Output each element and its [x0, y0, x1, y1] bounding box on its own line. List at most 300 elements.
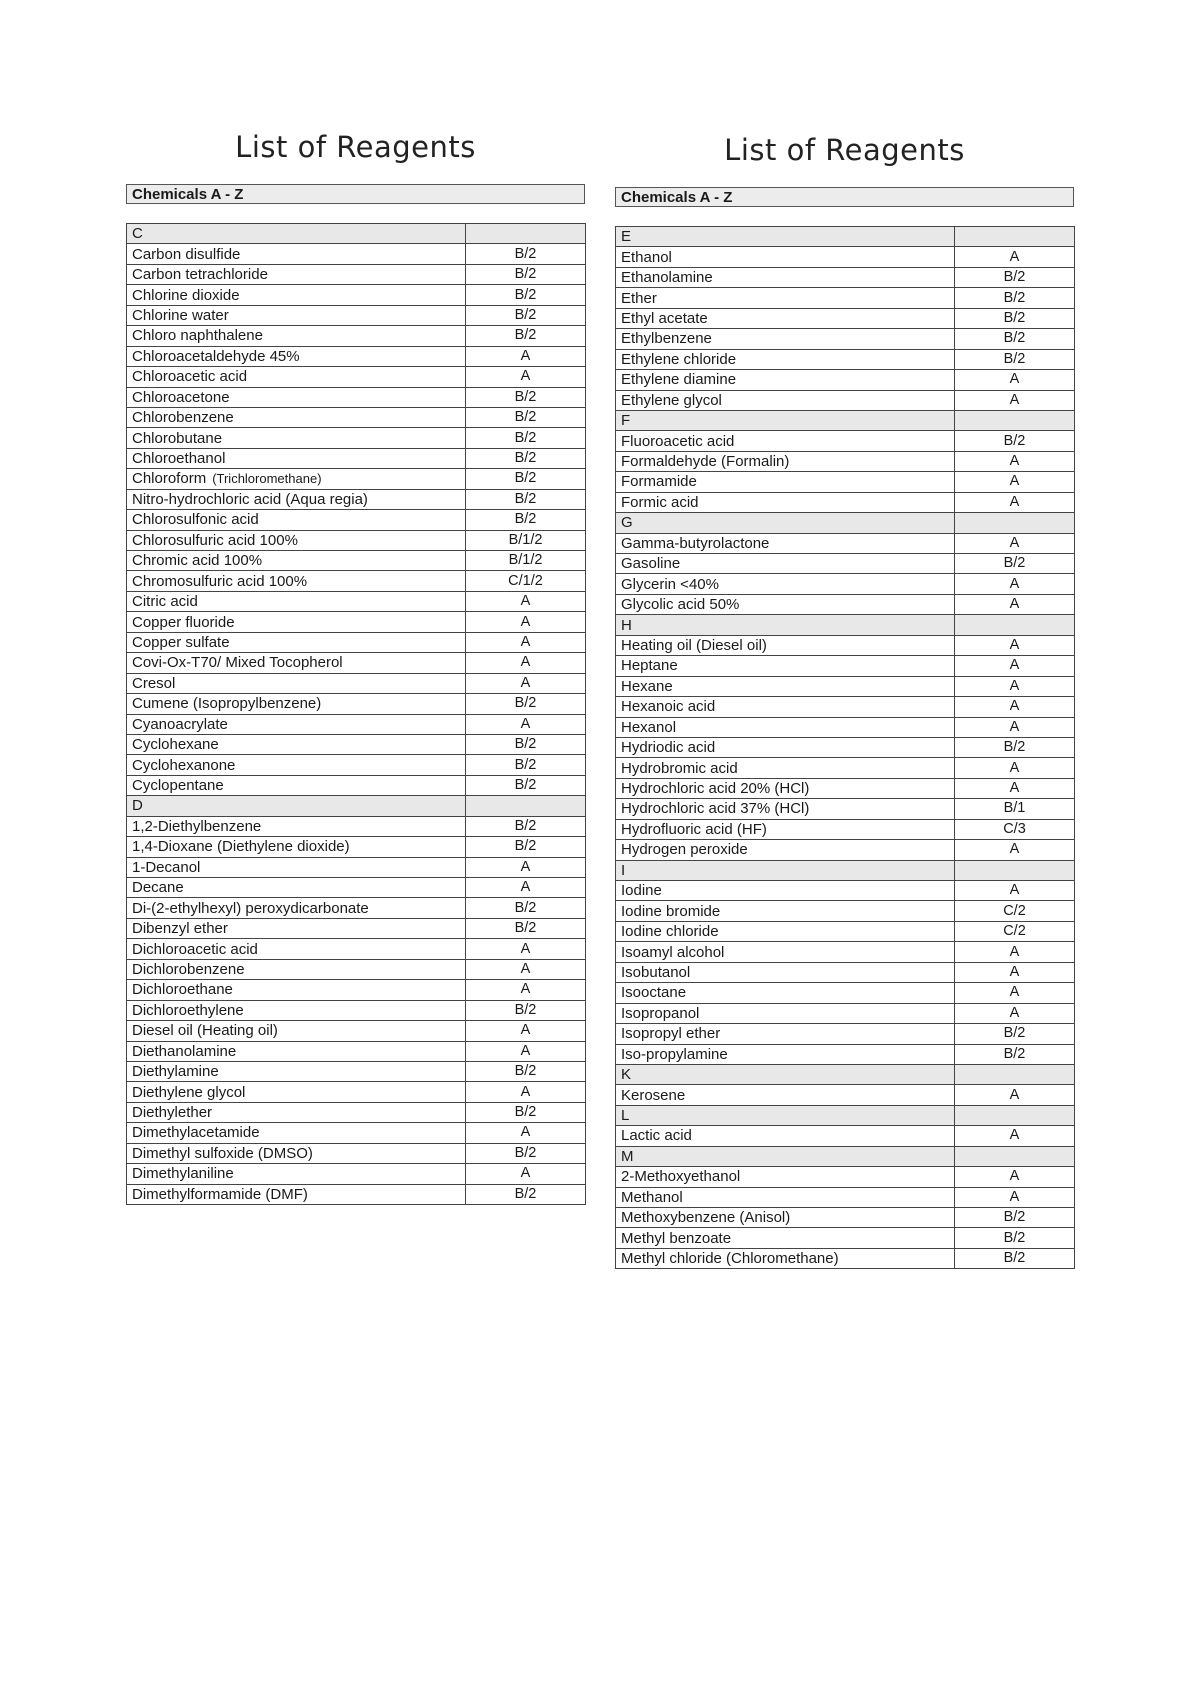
chemical-name-text: C	[132, 225, 143, 243]
chemical-name	[616, 472, 955, 492]
chemical-name-text: Ethylbenzene	[621, 330, 712, 348]
chemical-name-text: Cyclopentane	[132, 777, 224, 795]
chemical-name	[127, 1164, 466, 1184]
chemical-name	[616, 390, 955, 410]
section-header: Chemicals A - Z	[126, 184, 585, 204]
table-row	[127, 1184, 586, 1204]
chemical-name-text: L	[621, 1107, 630, 1125]
chemical-name-text: Dichloroethane	[132, 981, 233, 999]
page-title: List of Reagents	[235, 130, 476, 164]
table-row	[127, 551, 586, 571]
table-row	[616, 1248, 1075, 1268]
resistance-rating: A	[955, 1003, 1075, 1023]
table-row	[616, 778, 1075, 798]
table-row	[127, 714, 586, 734]
resistance-rating: B/2	[466, 285, 586, 305]
table-row	[616, 921, 1075, 941]
chemical-name-text: Diesel oil (Heating oil)	[132, 1022, 278, 1040]
resistance-rating: A	[955, 635, 1075, 655]
table-row	[127, 755, 586, 775]
chemical-name-text: Glycolic acid 50%	[621, 596, 740, 614]
chemical-name-text: Hexanol	[621, 718, 677, 736]
resistance-rating: A	[466, 591, 586, 611]
resistance-rating: B/2	[466, 775, 586, 795]
chemical-name-text: Iodine bromide	[621, 902, 721, 920]
letter-divider-row	[616, 1064, 1075, 1084]
chemical-name	[616, 901, 955, 921]
chemical-name-text: M	[621, 1147, 634, 1165]
chemical-name-text: Cyclohexane	[132, 736, 219, 754]
chemical-name	[616, 697, 955, 717]
chemical-name-text: Citric acid	[132, 593, 198, 611]
chemical-name	[616, 492, 955, 512]
reagent-list-left-column	[126, 128, 585, 1205]
resistance-rating: B/2	[955, 554, 1075, 574]
resistance-rating: A	[955, 881, 1075, 901]
chemical-name	[616, 942, 955, 962]
chemical-name-text: Chlorobenzene	[132, 409, 234, 427]
chemical-name-text: Ethanol	[621, 248, 672, 266]
chemical-name-text: Chloroacetone	[132, 388, 230, 406]
resistance-rating	[955, 615, 1075, 635]
resistance-rating: A	[466, 653, 586, 673]
table-row	[127, 816, 586, 836]
chemical-name-text: Diethylamine	[132, 1063, 219, 1081]
table-row	[127, 285, 586, 305]
chemical-name-text: Isopropyl ether	[621, 1025, 721, 1043]
table-row	[616, 635, 1075, 655]
table-row	[616, 676, 1075, 696]
chemical-name-text: Dichloroethylene	[132, 1001, 244, 1019]
table-row	[616, 942, 1075, 962]
chemical-name	[127, 755, 466, 775]
resistance-rating: B/1	[955, 799, 1075, 819]
chemical-name-text: Chloroethanol	[132, 450, 226, 468]
chemical-name-text: Heptane	[621, 657, 678, 675]
table-row	[127, 918, 586, 938]
resistance-rating: A	[466, 1041, 586, 1061]
chemical-name	[616, 656, 955, 676]
resistance-rating: B/2	[466, 918, 586, 938]
resistance-rating	[955, 860, 1075, 880]
chemical-name-text: Chloro naphthalene	[132, 327, 263, 345]
resistance-rating: C/2	[955, 901, 1075, 921]
table-row	[616, 390, 1075, 410]
chemical-name	[127, 285, 466, 305]
chemical-name-text: Formaldehyde (Formalin)	[621, 453, 790, 471]
table-row	[127, 980, 586, 1000]
resistance-rating: A	[466, 632, 586, 652]
resistance-rating: B/2	[466, 1000, 586, 1020]
chemical-name-text: Cumene (Isopropylbenzene)	[132, 695, 322, 713]
letter-heading	[616, 513, 955, 533]
chemical-name	[127, 448, 466, 468]
chemical-name-text: Hydrobromic acid	[621, 759, 738, 777]
table-row	[616, 758, 1075, 778]
table-row	[616, 799, 1075, 819]
table-row	[127, 878, 586, 898]
letter-heading	[616, 615, 955, 635]
chemical-name	[616, 574, 955, 594]
resistance-rating: B/2	[466, 510, 586, 530]
chemical-name-text: 1,4-Dioxane (Diethylene dioxide)	[132, 838, 350, 856]
table-row	[616, 308, 1075, 328]
chemical-name-text: 1,2-Diethylbenzene	[132, 817, 262, 835]
table-row	[616, 1228, 1075, 1248]
chemical-name-text: Dimethylaniline	[132, 1165, 234, 1183]
resistance-rating: A	[955, 942, 1075, 962]
chemical-name-text: 1-Decanol	[132, 858, 201, 876]
chemical-name	[616, 1187, 955, 1207]
chemical-name	[616, 778, 955, 798]
chemical-name	[127, 387, 466, 407]
chemical-name-text: 2-Methoxyethanol	[621, 1168, 741, 1186]
chemical-name	[127, 407, 466, 427]
resistance-rating: A	[466, 714, 586, 734]
resistance-rating: C/3	[955, 819, 1075, 839]
table-row	[127, 959, 586, 979]
resistance-rating: B/2	[955, 1248, 1075, 1268]
resistance-rating: B/2	[955, 737, 1075, 757]
table-row	[127, 346, 586, 366]
chemical-name-text: Isoamyl alcohol	[621, 943, 725, 961]
chemical-name-text: Hydriodic acid	[621, 739, 716, 757]
resistance-rating: B/2	[466, 816, 586, 836]
chemical-name-text: Cyanoacrylate	[132, 715, 228, 733]
chemical-name	[616, 799, 955, 819]
chemical-name	[127, 264, 466, 284]
chemical-name	[616, 594, 955, 614]
chemical-name	[127, 837, 466, 857]
chemical-name	[127, 591, 466, 611]
chemical-name-text: F	[621, 412, 631, 430]
resistance-rating: B/2	[466, 448, 586, 468]
chemical-table	[615, 226, 1075, 1269]
table-row	[127, 591, 586, 611]
letter-heading	[616, 1146, 955, 1166]
chemical-name-text: Methanol	[621, 1188, 683, 1206]
resistance-rating: B/2	[466, 407, 586, 427]
table-row	[616, 247, 1075, 267]
resistance-rating	[955, 513, 1075, 533]
resistance-rating: A	[466, 1123, 586, 1143]
letter-divider-row	[616, 410, 1075, 430]
resistance-rating: B/2	[466, 694, 586, 714]
chemical-name	[616, 349, 955, 369]
chemical-name	[127, 918, 466, 938]
resistance-rating: A	[466, 346, 586, 366]
chemical-name	[127, 1021, 466, 1041]
chemical-name-text: Formamide	[621, 473, 697, 491]
chemical-name-text: Iodine	[621, 882, 662, 900]
resistance-rating: A	[466, 980, 586, 1000]
table-row	[127, 1102, 586, 1122]
chemical-name	[616, 1126, 955, 1146]
chemical-name-text: D	[132, 797, 143, 815]
chemical-name	[616, 962, 955, 982]
chemical-name	[127, 857, 466, 877]
table-row	[127, 326, 586, 346]
chemical-name	[616, 676, 955, 696]
chemical-name-text: K	[621, 1066, 632, 1084]
table-row	[616, 819, 1075, 839]
page-title: List of Reagents	[724, 133, 965, 167]
table-row	[127, 653, 586, 673]
table-row	[616, 329, 1075, 349]
chemical-name-text: Gasoline	[621, 555, 681, 573]
resistance-rating: B/2	[466, 755, 586, 775]
resistance-rating: A	[955, 983, 1075, 1003]
chemical-name-text: Dimethyl sulfoxide (DMSO)	[132, 1144, 313, 1162]
resistance-rating: A	[955, 247, 1075, 267]
chemical-name	[127, 551, 466, 571]
section-header: Chemicals A - Z	[615, 187, 1074, 207]
chemical-name	[616, 840, 955, 860]
table-row	[127, 428, 586, 448]
chemical-name	[127, 326, 466, 346]
chemical-name-text: Ethylene diamine	[621, 371, 737, 389]
letter-heading	[616, 410, 955, 430]
resistance-rating: B/2	[955, 308, 1075, 328]
chemical-name	[127, 1102, 466, 1122]
chemical-name	[616, 267, 955, 287]
chemical-name	[127, 980, 466, 1000]
letter-divider-row	[616, 615, 1075, 635]
chemical-name-text: Gamma-butyrolactone	[621, 534, 770, 552]
table-row	[127, 775, 586, 795]
table-row	[616, 554, 1075, 574]
table-row	[127, 632, 586, 652]
chemical-table	[126, 223, 586, 1205]
chemical-name-text: Chlorine dioxide	[132, 286, 240, 304]
chemical-name	[127, 571, 466, 591]
chemical-name	[127, 1184, 466, 1204]
table-row	[127, 510, 586, 530]
resistance-rating	[466, 224, 586, 244]
table-row	[127, 837, 586, 857]
chemical-name-text: Chlorosulfonic acid	[132, 511, 259, 529]
resistance-rating: B/2	[955, 1024, 1075, 1044]
resistance-rating: B/2	[955, 288, 1075, 308]
resistance-rating: B/1/2	[466, 530, 586, 550]
table-row	[127, 448, 586, 468]
resistance-rating: A	[466, 612, 586, 632]
chemical-name	[616, 737, 955, 757]
chemical-name	[616, 533, 955, 553]
resistance-rating: A	[466, 857, 586, 877]
resistance-rating	[955, 1064, 1075, 1084]
chemical-name-text: Copper fluoride	[132, 613, 235, 631]
chemical-name-text: Dichlorobenzene	[132, 960, 245, 978]
chemical-name	[616, 758, 955, 778]
chemical-name	[127, 694, 466, 714]
table-row	[616, 1003, 1075, 1023]
table-row	[616, 349, 1075, 369]
chemical-name-text: I	[621, 861, 626, 879]
chemical-name	[127, 346, 466, 366]
chemical-name-text: Chloroacetaldehyde 45%	[132, 347, 300, 365]
resistance-rating	[955, 410, 1075, 430]
letter-divider-row	[616, 227, 1075, 247]
chemical-name-text: Cresol	[132, 674, 176, 692]
table-row	[616, 451, 1075, 471]
resistance-rating: A	[466, 367, 586, 387]
chemical-name-text: Ethyl acetate	[621, 309, 708, 327]
table-row	[127, 1164, 586, 1184]
table-row	[616, 267, 1075, 287]
table-row	[127, 264, 586, 284]
resistance-rating: A	[955, 1187, 1075, 1207]
table-row	[127, 1041, 586, 1061]
resistance-rating: C/2	[955, 921, 1075, 941]
table-row	[127, 367, 586, 387]
chemical-name-text: Nitro-hydrochloric acid (Aqua regia)	[132, 490, 368, 508]
resistance-rating: B/2	[466, 264, 586, 284]
resistance-rating: B/2	[466, 326, 586, 346]
chemical-name	[616, 635, 955, 655]
chemical-name-text: Methyl benzoate	[621, 1229, 732, 1247]
chemical-name	[127, 1000, 466, 1020]
chemical-name	[127, 1143, 466, 1163]
chemical-name-text: Copper sulfate	[132, 633, 230, 651]
resistance-rating: A	[466, 1082, 586, 1102]
chemical-name-text: Hydrogen peroxide	[621, 841, 748, 859]
resistance-rating: B/2	[955, 349, 1075, 369]
chemical-name	[127, 673, 466, 693]
table-row	[616, 533, 1075, 553]
chemical-name	[127, 530, 466, 550]
chemical-name	[616, 1003, 955, 1023]
chemical-name	[127, 816, 466, 836]
resistance-rating: B/2	[466, 734, 586, 754]
resistance-rating: A	[466, 959, 586, 979]
chemical-name-text: Carbon disulfide	[132, 245, 241, 263]
chemical-name	[127, 632, 466, 652]
letter-divider-row	[616, 1105, 1075, 1125]
table-row	[616, 656, 1075, 676]
table-row	[616, 840, 1075, 860]
chemical-name	[127, 714, 466, 734]
resistance-rating: A	[955, 1085, 1075, 1105]
table-row	[616, 594, 1075, 614]
resistance-rating: B/2	[955, 431, 1075, 451]
chemical-name	[127, 469, 466, 489]
letter-divider-row	[127, 796, 586, 816]
chemical-name-text: Isopropanol	[621, 1004, 700, 1022]
table-row	[616, 901, 1075, 921]
chemical-name	[127, 489, 466, 509]
chemical-name-text: Dichloroacetic acid	[132, 940, 258, 958]
table-row	[616, 472, 1075, 492]
resistance-rating: B/2	[466, 1143, 586, 1163]
chemical-name-text: Hydrochloric acid 37% (HCl)	[621, 800, 810, 818]
table-row	[616, 697, 1075, 717]
table-row	[616, 983, 1075, 1003]
resistance-rating: A	[955, 451, 1075, 471]
table-row	[127, 489, 586, 509]
resistance-rating: A	[955, 370, 1075, 390]
chemical-name-text: Fluoroacetic acid	[621, 432, 735, 450]
resistance-rating: B/2	[466, 1061, 586, 1081]
chemical-name-text: G	[621, 514, 633, 532]
table-row	[616, 1187, 1075, 1207]
chemical-name-text: Cyclohexanone	[132, 756, 236, 774]
table-row	[616, 370, 1075, 390]
table-row	[616, 431, 1075, 451]
chemical-name-text: E	[621, 228, 632, 246]
resistance-rating: B/2	[466, 837, 586, 857]
letter-heading	[616, 1064, 955, 1084]
resistance-rating: B/2	[466, 898, 586, 918]
chemical-name-text: Heating oil (Diesel oil)	[621, 636, 767, 654]
chemical-name	[616, 1208, 955, 1228]
letter-heading	[616, 1105, 955, 1125]
table-row	[127, 1143, 586, 1163]
table-row	[127, 939, 586, 959]
chemical-name	[127, 305, 466, 325]
chemical-name-text: Iodine chloride	[621, 923, 719, 941]
chemical-name-text: Ethylene glycol	[621, 391, 722, 409]
chemical-name-text: H	[621, 616, 632, 634]
chemical-name	[127, 939, 466, 959]
table-row	[127, 857, 586, 877]
resistance-rating: A	[955, 390, 1075, 410]
chemical-name-text: Hydrofluoric acid (HF)	[621, 820, 767, 838]
letter-divider-row	[616, 860, 1075, 880]
table-row	[127, 407, 586, 427]
resistance-rating: A	[955, 1126, 1075, 1146]
chemical-name	[127, 428, 466, 448]
resistance-rating: B/2	[466, 1184, 586, 1204]
resistance-rating: B/2	[466, 244, 586, 264]
table-row	[127, 387, 586, 407]
chemical-name-text: Chloroacetic acid	[132, 368, 248, 386]
resistance-rating: B/2	[466, 428, 586, 448]
resistance-rating	[955, 227, 1075, 247]
letter-divider-row	[127, 224, 586, 244]
table-row	[127, 305, 586, 325]
chemical-name	[127, 1061, 466, 1081]
table-row	[616, 1044, 1075, 1064]
resistance-rating: A	[955, 758, 1075, 778]
letter-heading	[127, 796, 466, 816]
chemical-name	[616, 370, 955, 390]
table-row	[127, 530, 586, 550]
table-row	[127, 1061, 586, 1081]
resistance-rating: A	[466, 1164, 586, 1184]
chemical-name	[127, 878, 466, 898]
resistance-rating: A	[466, 673, 586, 693]
resistance-rating: B/2	[955, 1044, 1075, 1064]
resistance-rating: A	[466, 939, 586, 959]
resistance-rating: A	[955, 492, 1075, 512]
chemical-name-text: Kerosene	[621, 1086, 686, 1104]
chemical-name-text: Dimethylacetamide	[132, 1124, 260, 1142]
table-row	[616, 1024, 1075, 1044]
chemical-name	[616, 1228, 955, 1248]
chemical-name	[616, 1024, 955, 1044]
chemical-name-text: Isooctane	[621, 984, 687, 1002]
letter-heading	[616, 860, 955, 880]
resistance-rating: B/2	[466, 305, 586, 325]
resistance-rating: B/2	[466, 489, 586, 509]
resistance-rating: B/2	[466, 387, 586, 407]
chemical-name	[616, 1167, 955, 1187]
resistance-rating: A	[955, 472, 1075, 492]
table-row	[127, 1021, 586, 1041]
table-row	[616, 288, 1075, 308]
table-row	[127, 571, 586, 591]
